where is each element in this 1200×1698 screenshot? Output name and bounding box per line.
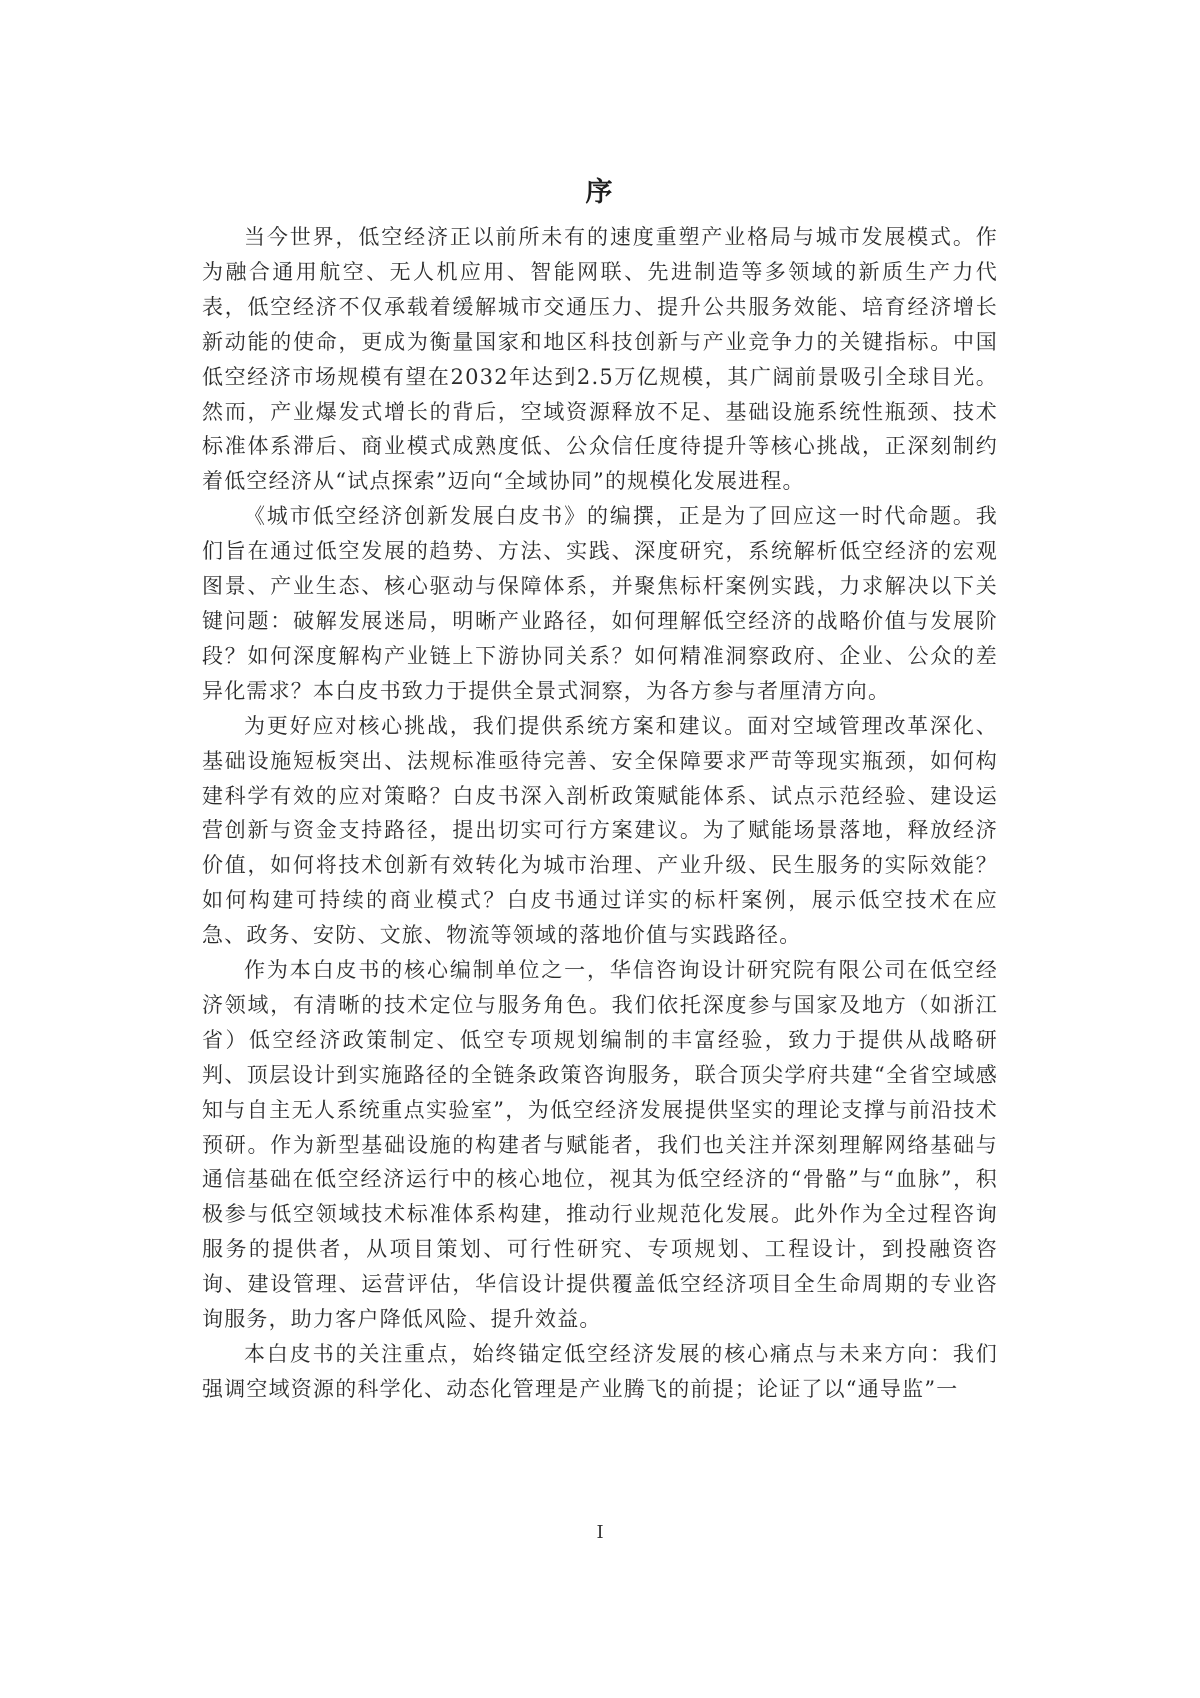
page-title: 序 xyxy=(585,177,615,208)
paragraph-1: 当今世界，低空经济正以前所未有的速度重塑产业格局与城市发展模式。作为融合通用航空、无人机应用、智能网联、先进制造等多领域的新质生产力代表，低空经济不仅承载着缓解城市交通压力、提升公共服务效能、培育经济增长新动能的使命，更成为衡量国家和地区科技创新与产业竞争力的关键指标。中国低空经济市场规模有望在2032年达到2.5万亿规模，其广阔前景吸引全球目光。然而，产业爆发式增长的背后，空域资源释放不足、基础设施系统性瓶颈、技术标准体系滞后、商业模式成熟度低、公众信任度待提升等核心挑战，正深刻制约着低空经济从“试点探索”迈向“全域协同”的规模化发展进程。 xyxy=(202,225,998,494)
paragraph-2: 《城市低空经济创新发展白皮书》的编撰，正是为了回应这一时代命题。我们旨在通过低空发展的趋势、方法、实践、深度研究，系统解析低空经济的宏观图景、产业生态、核心驱动与保障体系，并聚焦标杆案例实践，力求解决以下关键问题：破解发展迷局，明晰产业路径，如何理解低空经济的战略价值与发展阶段？如何深度解构产业链上下游协同关系？如何精准洞察政府、企业、公众的差异化需求？本白皮书致力于提供全景式洞察，为各方参与者厘清方向。 xyxy=(202,504,998,703)
preface-body xyxy=(202,220,998,1407)
paragraph-3: 为更好应对核心挑战，我们提供系统方案和建议。面对空域管理改革深化、基础设施短板突出、法规标准亟待完善、安全保障要求严苛等现实瓶颈，如何构建科学有效的应对策略？白皮书深入剖析政策赋能体系、试点示范经验、建设运营创新与资金支持路径，提出切实可行方案建议。为了赋能场景落地，释放经济价值，如何将技术创新有效转化为城市治理、产业升级、民生服务的实际效能？如何构建可持续的商业模式？白皮书通过详实的标杆案例，展示低空技术在应急、政务、安防、文旅、物流等领域的落地价值与实践路径。 xyxy=(202,713,998,948)
paragraph-5: 本白皮书的关注重点，始终锚定低空经济发展的核心痛点与未来方向：我们强调空域资源的科学化、动态化管理是产业腾飞的前提；论证了以“通导监”一 xyxy=(202,1342,998,1401)
page-number: I xyxy=(596,1522,604,1543)
paragraph-4: 作为本白皮书的核心编制单位之一，华信咨询设计研究院有限公司在低空经济领域，有清晰的技术定位与服务角色。我们依托深度参与国家及地方（如浙江省）低空经济政策制定、低空专项规划编制的丰富经验，致力于提供从战略研判、顶层设计到实施路径的全链条政策咨询服务，联合顶尖学府共建“全省空域感知与自主无人系统重点实验室”，为低空经济发展提供坚实的理论支撑与前沿技术预研。作为新型基础设施的构建者与赋能者，我们也关注并深刻理解网络基础与通信基础在低空经济运行中的核心地位，视其为低空经济的“骨骼”与“血脉”，积极参与低空领域技术标准体系构建，推动行业规范化发展。此外作为全过程咨询服务的提供者，从项目策划、可行性研究、专项规划、工程设计，到投融资咨询、建设管理、运营评估，华信设计提供覆盖低空经济项目全生命周期的专业咨询服务，助力客户降低风险、提升效益。 xyxy=(202,958,998,1332)
